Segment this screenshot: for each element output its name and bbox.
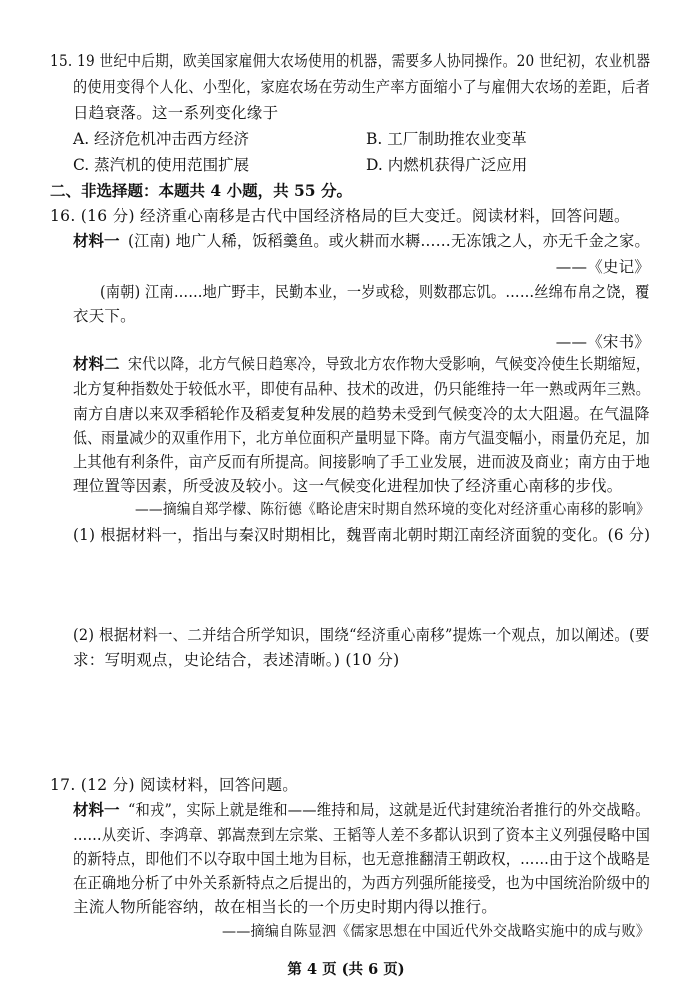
q17-header: 17. (12 分) 阅读材料，回答问题。 <box>50 776 299 794</box>
q15-option-d: D. 内燃机获得广泛应用 <box>366 156 528 174</box>
q16-material-1-text-2a: (南朝) 江南……地广野丰，民勤本业，一岁或稔，则数郡忘饥。……丝绵布帛之饶，覆 <box>100 283 650 301</box>
q16-subquestion-1: (1) 根据材料一，指出与秦汉时期相比，魏晋南北朝时期江南经济面貌的变化。(6 分) <box>73 526 651 544</box>
q16-material-2-line: 南方自唐以来双季稻轮作及稻麦复种发展的趋势未受到气候变冷的太大阻遏。在气温降 <box>73 405 650 423</box>
q16-material-1-source-1: ——《史记》 <box>555 258 650 276</box>
q17-material-1-line: 的新特点，即他们不以夺取中国土地为目标，也无意推翻清王朝政权，……由于这个战略是 <box>73 850 651 868</box>
q17-material-1-line: “和戎”，实际上就是维和——维持和局，这就是近代封建统治者推行的外交战略。 <box>128 801 650 819</box>
q15-stem-line-1: 15. 19 世纪中后期，欧美国家雇佣大农场使用的机器，需要多人协同操作。20 世纪初，农业机器 <box>50 52 651 70</box>
q17-material-1-source: ——摘编自陈显泗《儒家思想在中国近代外交战略实施中的成与败》 <box>222 924 650 940</box>
q15-stem-line-3: 日趋衰落。这一系列变化缘于 <box>73 104 279 122</box>
q16-subquestion-2-line-1: (2) 根据材料一、二并结合所学知识，围绕“经济重心南移”提炼一个观点，加以阐述。(要 <box>73 626 650 644</box>
q17-material-1-label: 材料一 <box>73 800 120 819</box>
q16-material-2-line: 北方复种指数处于较低水平，即使有品种、技术的改进，仍只能维持一年一熟或两年三熟。 <box>73 380 651 398</box>
q16-subquestion-2-line-2: 求：写明观点，史论结合，表述清晰。) (10 分) <box>73 651 400 669</box>
q17-material-1-line: 在正确地分析了中外关系新特点之后提出的，为西方列强所能接受，也为中国统治阶级中的 <box>73 874 651 892</box>
q16-material-2-line: 宋代以降，北方气候日趋寒冷，导致北方农作物大受影响，气候变冷使生长期缩短， <box>128 355 650 373</box>
q17-material-1-line: ……从奕䜣、李鸿章、郭嵩焘到左宗棠、王韬等人差不多都认识到了资本主义列强侵略中国 <box>73 826 651 844</box>
q16-material-1-label: 材料一 <box>73 231 120 250</box>
q15-option-c: C. 蒸汽机的使用范围扩展 <box>73 156 250 174</box>
q16-material-1-source-2: ——《宋书》 <box>555 333 650 351</box>
section-heading: 二、非选择题：本题共 4 小题，共 55 分。 <box>50 181 352 200</box>
q16-material-2-line: 理位置等因素，所受波及较小。这一气候变化进程加快了经济重心南移的步伐。 <box>73 477 623 495</box>
q15-option-a: A. 经济危机冲击西方经济 <box>73 130 250 148</box>
q16-material-1-text-1: (江南) 地广人稀，饭稻羹鱼。或火耕而水耨……无冻饿之人，亦无千金之家。 <box>128 232 650 250</box>
q16-material-1-text-2b: 衣天下。 <box>73 307 136 325</box>
q15-stem-line-2: 的使用变得个人化、小型化，家庭农场在劳动生产率方面缩小了与雇佣大农场的差距，后者 <box>73 78 651 96</box>
q16-material-2-line: 低、雨量减少的双重作用下，北方单位面积产量明显下降。南方气温变幅小，雨量仍充足，加 <box>73 429 650 447</box>
page-number-footer: 第 4 页 (共 6 页) <box>287 961 405 978</box>
q16-material-2-source: ——摘编自郑学檬、陈衍德《略论唐宋时期自然环境的变化对经济重心南移的影响》 <box>135 502 650 518</box>
q15-option-b: B. 工厂制助推农业变革 <box>366 130 527 148</box>
q16-material-2-label: 材料二 <box>73 354 120 373</box>
q16-header: 16. (16 分) 经济重心南移是古代中国经济格局的巨大变迁。阅读材料，回答问题。 <box>50 207 630 225</box>
q16-material-2-line: 上其他有利条件，亩产反而有所提高。间接影响了手工业发展，进而波及商业；南方由于地 <box>73 453 651 471</box>
q17-material-1-line: 主流人物所能容纳，故在相当长的一个历史时期内得以推行。 <box>73 898 497 916</box>
